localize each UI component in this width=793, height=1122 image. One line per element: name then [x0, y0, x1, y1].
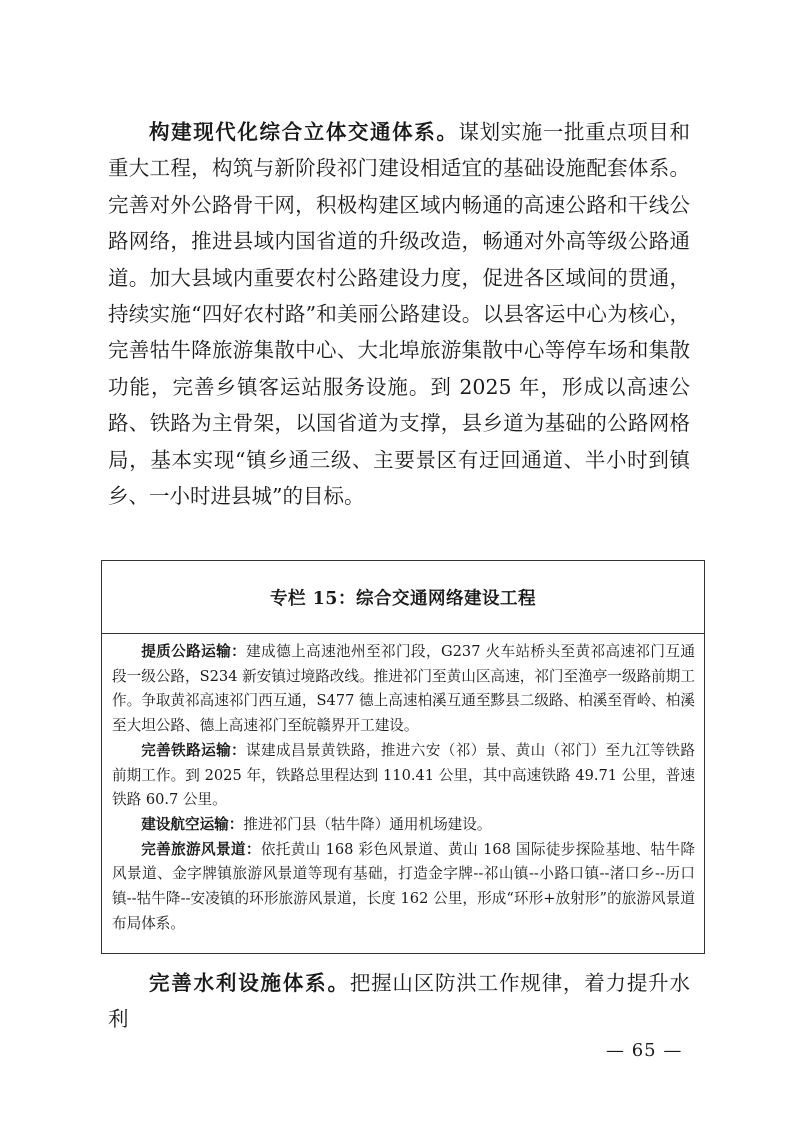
box-item-text: 依托黄山 168 彩色风景道、黄山 168 国际徒步探险基地、牯牛降风景道、金字牌镇旅游风景道等现有基础，打造金字牌--祁山镇--小路口镇--渚口乡--历口镇--牯牛降--安凌镇的环形旅游风景道，长度 162 公里，形成“环形+放射形”的旅游风景道布局体系。 — [112, 840, 695, 932]
box-item-scenic-road — [112, 838, 695, 937]
box-item-label: 建设航空运输： — [141, 815, 244, 833]
box-item-text: 建成德上高速池州至祁门段，G237 火车站桥头至黄祁高速祁门互通段一级公路，S234 新安镇过境路改线。推进祁门至黄山区高速，祁门至渔亭一级路前期工作。争取黄祁高速祁门西互通，S477 德上高速柏溪互通至黟县二级路、柏溪至胥岭、柏溪至大坦公路、德上高速祁门至皖赣界开工建设。 — [112, 643, 695, 735]
box-item-highway — [112, 640, 695, 739]
paragraph-transport-system — [108, 114, 690, 514]
box-item-aviation — [112, 813, 695, 838]
box-item-text: 谋建成昌景黄铁路，推进六安（祁）景、黄山（祁门）至九江等铁路前期工作。到 2025 年，铁路总里程达到 110.41 公里，其中高速铁路 49.71 公里，普速铁路 60.7 公里。 — [112, 741, 695, 809]
paragraph-water-system — [108, 965, 690, 1038]
box-item-label: 提质公路运输： — [141, 643, 247, 660]
page-number: — 65 — — [606, 1040, 683, 1061]
paragraph-lead-heading: 构建现代化综合立体交通体系。 — [149, 120, 459, 144]
column-box-title: 专栏 15：综合交通网络建设工程 — [102, 561, 704, 634]
box-item-label: 完善旅游风景道： — [141, 840, 261, 858]
column-box-15 — [101, 560, 705, 954]
box-item-text: 推进祁门县（牯牛降）通用机场建设。 — [243, 815, 492, 833]
paragraph-lead-heading: 完善水利设施体系。 — [149, 971, 350, 995]
column-box-body — [102, 634, 704, 936]
box-item-label: 完善铁路运输： — [141, 741, 247, 759]
paragraph-body: 谋划实施一批重点项目和重大工程，构筑与新阶段祁门建设相适宜的基础设施配套体系。完善对外公路骨干网，积极构建区域内畅通的高速公路和干线公路网络，推进县域内国省道的升级改造，畅通对外高等级公路通道。加大县域内重要农村公路建设力度，促进各区域间的贯通，持续实施“四好农村路”和美丽公路建设。以县客运中心为核心，完善牯牛降旅游集散中心、大北埠旅游集散中心等停车场和集散功能，完善乡镇客运站服务设施。到 2025 年，形成以高速公路、铁路为主骨架，以国省道为支撑，县乡道为基础的公路网格局，基本实现“镇乡通三级、主要景区有迂回通道、半小时到镇乡、一小时进县城”的目标。 — [108, 120, 691, 509]
box-item-railway — [112, 739, 695, 813]
paragraph-body: 把握山区防洪工作规律，着力提升水利 — [108, 971, 690, 1032]
